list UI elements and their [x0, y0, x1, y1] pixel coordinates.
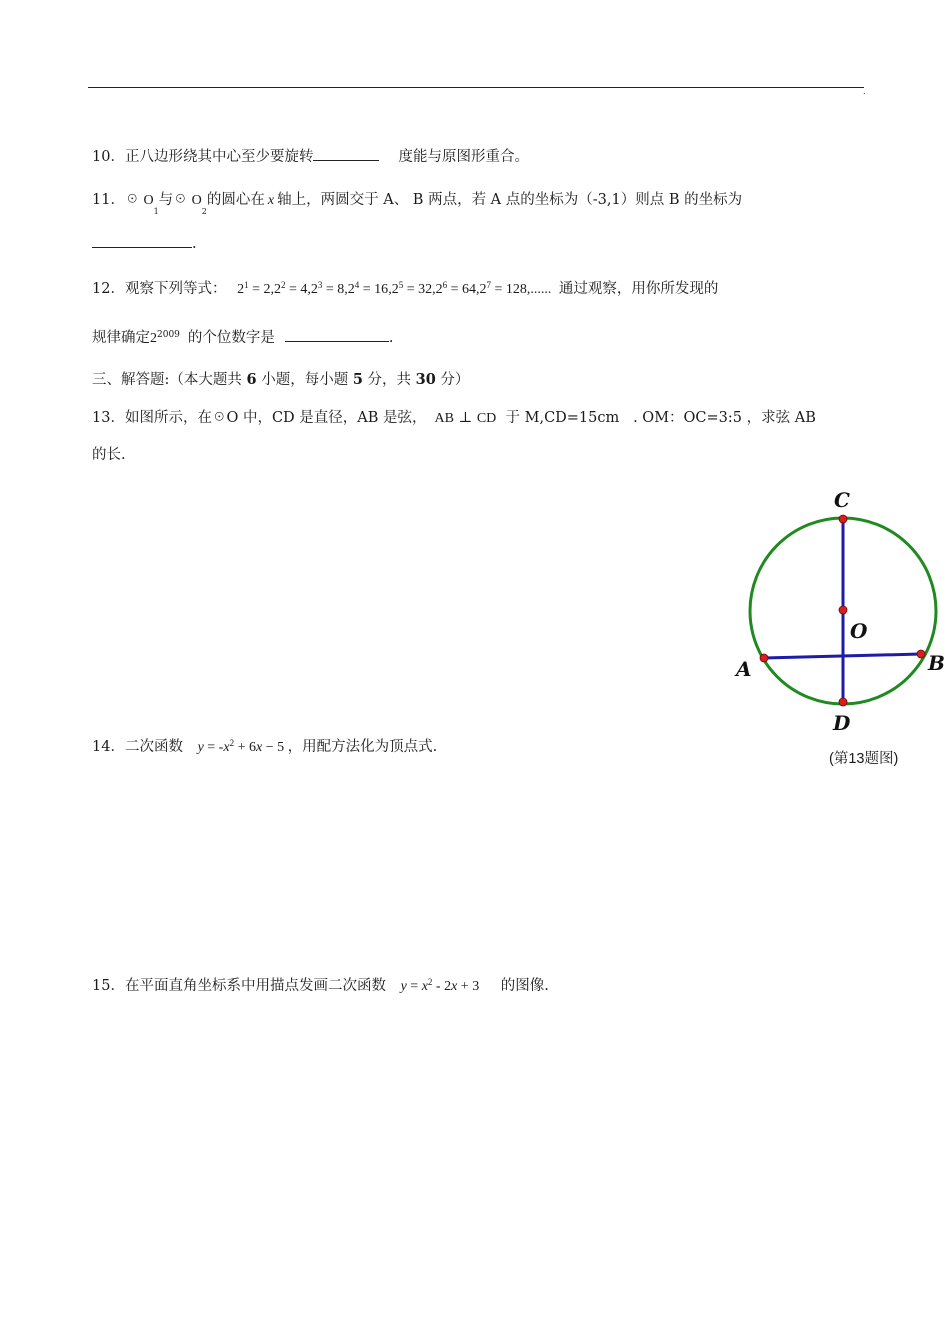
label-d: D — [833, 711, 851, 735]
figure-caption: (第13题图) — [829, 751, 899, 767]
question-11: 11．☉ $O_1$与☉ $O_2$的圆心在 x 轴上，两圆交于 A、 B 两点，若 A 点的坐标为（-3,1）则点 B 的坐标为 — [92, 192, 743, 216]
quadratic-14: $y = -x^2 + 6x - 5$ — [197, 738, 285, 755]
question-11-line2: . — [92, 233, 197, 254]
question-14: 14．二次函数 $y = -x^2 + 6x - 5$ ，用配方法化为顶点式. — [92, 738, 438, 755]
question-12-line2: 规律确定$2^{2009}$ 的个位数字是 . — [92, 327, 394, 349]
question-15: 15．在平面直角坐标系中用描点发画二次函数 $y = x^2 - 2x + 3$ 的图像. — [92, 977, 549, 994]
quadratic-15: $y = x^2 - 2x + 3$ — [400, 977, 480, 994]
section-3-heading: 三、解答题:（本大题共 6 小题，每小题 5 分，共 30 分） — [92, 371, 470, 388]
question-10: 10．正八边形绕其中心至少要旋转 度能与原图形重合。 — [92, 146, 529, 167]
answer-blank-11[interactable] — [92, 233, 192, 248]
question-13: 13．如图所示，在☉O 中，CD 是直径，AB 是弦， AB ⊥ CD 于 M,CD=15cm . OM：OC=3:5 ，求弦 AB — [92, 410, 816, 426]
circle-figure — [728, 482, 950, 740]
point-o — [839, 606, 847, 614]
point-d — [839, 698, 847, 706]
label-o: O — [850, 619, 868, 643]
label-a: A — [736, 657, 752, 681]
label-b: B — [928, 651, 945, 675]
point-c — [839, 515, 847, 523]
question-12: 12．观察下列等式： $2^1 = 2,2^2 = 4,2^3 = 8,2^4 = 16,2^5 = 32,2^6 = 64,2^7 = 128$,...... 通过观察，用你所发现的 — [92, 280, 719, 297]
header-rule — [88, 87, 864, 88]
header-rule-mark: . — [863, 87, 866, 96]
answer-blank-10[interactable] — [313, 146, 379, 161]
question-13-line2: 的长. — [92, 447, 126, 463]
point-b — [917, 650, 925, 658]
powers-of-two: $2^1 = 2,2^2 = 4,2^3 = 8,2^4 = 16,2^5 = 32,2^6 = 64,2^7 = 128$,...... — [237, 280, 552, 297]
answer-blank-12[interactable] — [285, 327, 389, 342]
chord-ab — [764, 654, 921, 658]
point-a — [760, 654, 768, 662]
label-c: C — [834, 488, 850, 512]
